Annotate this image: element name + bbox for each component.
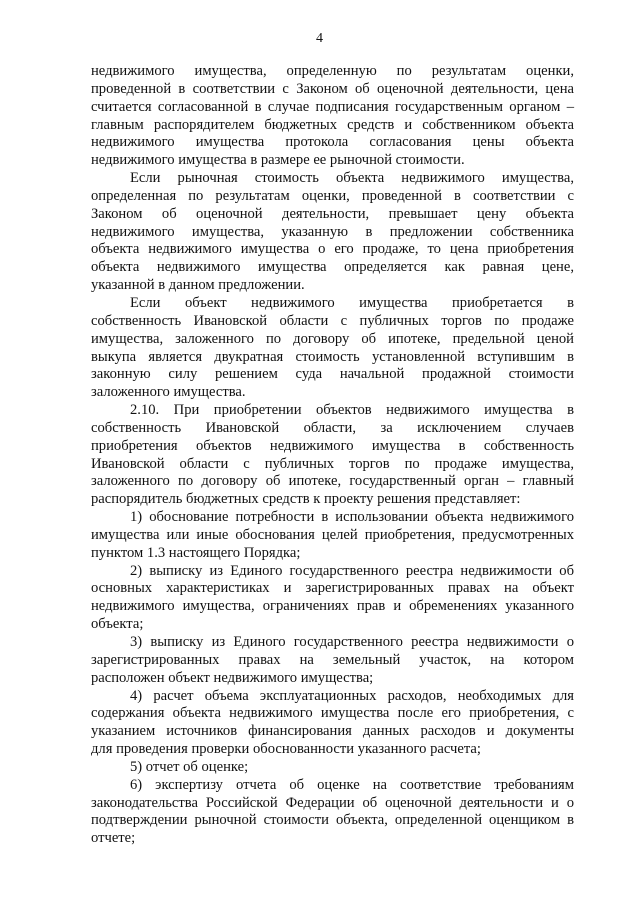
- text-line: основных характеристиках и зарегистрированных правах на объект: [91, 580, 574, 597]
- text-line: недвижимого имущества, определенную по результатам оценки,: [91, 63, 574, 79]
- text-line: расположен объект недвижимого имущества;: [91, 669, 374, 686]
- paragraph: [91, 759, 574, 777]
- text-line: проведенной в соответствии с Законом об оценочной деятельности, цена: [91, 80, 574, 97]
- document-body: [91, 63, 574, 848]
- paragraph: [91, 509, 574, 563]
- text-line: указанной в данном предложении.: [91, 277, 305, 294]
- text-line: заложенного имущества.: [91, 384, 246, 401]
- text-line: объекта недвижимого имущества о его продаже, то цена приобретения: [91, 241, 574, 258]
- text-line: законную силу решением суда начальной продажной стоимости: [91, 366, 574, 383]
- text-line: недвижимого имущества, ограничениях прав и обременениях указанного: [91, 598, 574, 615]
- text-line: подтверждении рыночной стоимости объекта, определенной оценщиком в: [91, 812, 574, 829]
- text-line: для проведения проверки обоснованности указанного расчета;: [91, 741, 481, 758]
- text-line: содержания объекта недвижимого имущества после его приобретения, с: [91, 705, 574, 722]
- text-line: собственность Ивановской области с публичных торгов по продаже: [91, 312, 574, 329]
- text-line: Если рыночная стоимость объекта недвижимого имущества,: [130, 170, 574, 187]
- text-line: заложенного по договору об ипотеке, государственный орган – главный: [91, 473, 574, 490]
- page-number: 4: [316, 31, 323, 46]
- text-line: объекта;: [91, 616, 144, 633]
- paragraph: [91, 777, 574, 848]
- text-line: недвижимого имущества протокола согласования цены объекта: [91, 134, 574, 151]
- paragraph: [91, 688, 574, 759]
- paragraph: [91, 170, 574, 295]
- text-line: приобретения объектов недвижимого имущества в собственность: [91, 437, 574, 454]
- text-line: 3) выписку из Единого государственного реестра недвижимости о: [130, 634, 574, 650]
- paragraph: [91, 634, 574, 688]
- text-line: отчете;: [91, 830, 136, 847]
- text-line: Законом об оценочной деятельности, превышает цену объекта: [91, 205, 574, 222]
- text-line: Ивановской области с публичных торгов по продаже имущества,: [91, 455, 574, 472]
- text-line: имущества, заложенного по договору об ипотеке, предельной ценой: [91, 330, 574, 347]
- text-line: пунктом 1.3 настоящего Порядка;: [91, 544, 301, 561]
- text-line: собственность Ивановской области, за исключением случаев: [91, 419, 574, 436]
- text-line: зарегистрированных правах на земельный участок, на котором: [91, 651, 574, 668]
- text-line: недвижимого имущества, указанную в предложении собственника: [91, 223, 574, 240]
- text-line: 4) расчет объема эксплуатационных расходов, необходимых для: [130, 687, 574, 704]
- text-line: распорядитель бюджетных средств к проекту решения представляет:: [91, 491, 521, 508]
- text-line: 5) отчет об оценке;: [130, 758, 249, 775]
- paragraph: [91, 402, 574, 509]
- text-line: считается согласованной в случае подписания государственным органом –: [91, 98, 574, 115]
- text-line: 2.10. При приобретении объектов недвижимого имущества в: [130, 402, 574, 419]
- text-line: имущества или иные обоснования целей приобретения, предусмотренных: [91, 526, 574, 543]
- paragraph: [91, 563, 574, 634]
- text-line: определенная по результатам оценки, проведенной в соответствии с: [91, 187, 574, 204]
- text-line: 6) экспертизу отчета об оценке на соответствие требованиям: [130, 776, 574, 793]
- text-line: недвижимого имущества в размере ее рыночной стоимости.: [91, 152, 465, 169]
- text-line: указанием источников финансирования данных расходов и документы: [91, 723, 574, 740]
- text-line: главным распорядителем бюджетных средств и собственником объекта: [91, 116, 574, 133]
- text-line: Если объект недвижимого имущества приобретается в: [130, 294, 574, 311]
- text-line: выкупа является двукратная стоимость установленной вступившим в: [91, 348, 574, 365]
- text-line: законодательства Российской Федерации об оценочной деятельности и о: [91, 794, 574, 811]
- text-line: объекта недвижимого имущества определяется как равная цене,: [91, 259, 574, 276]
- text-line: 2) выписку из Единого государственного реестра недвижимости об: [130, 562, 574, 579]
- paragraph: [91, 295, 574, 402]
- paragraph: [91, 63, 574, 170]
- text-line: 1) обоснование потребности в использовании объекта недвижимого: [130, 509, 574, 526]
